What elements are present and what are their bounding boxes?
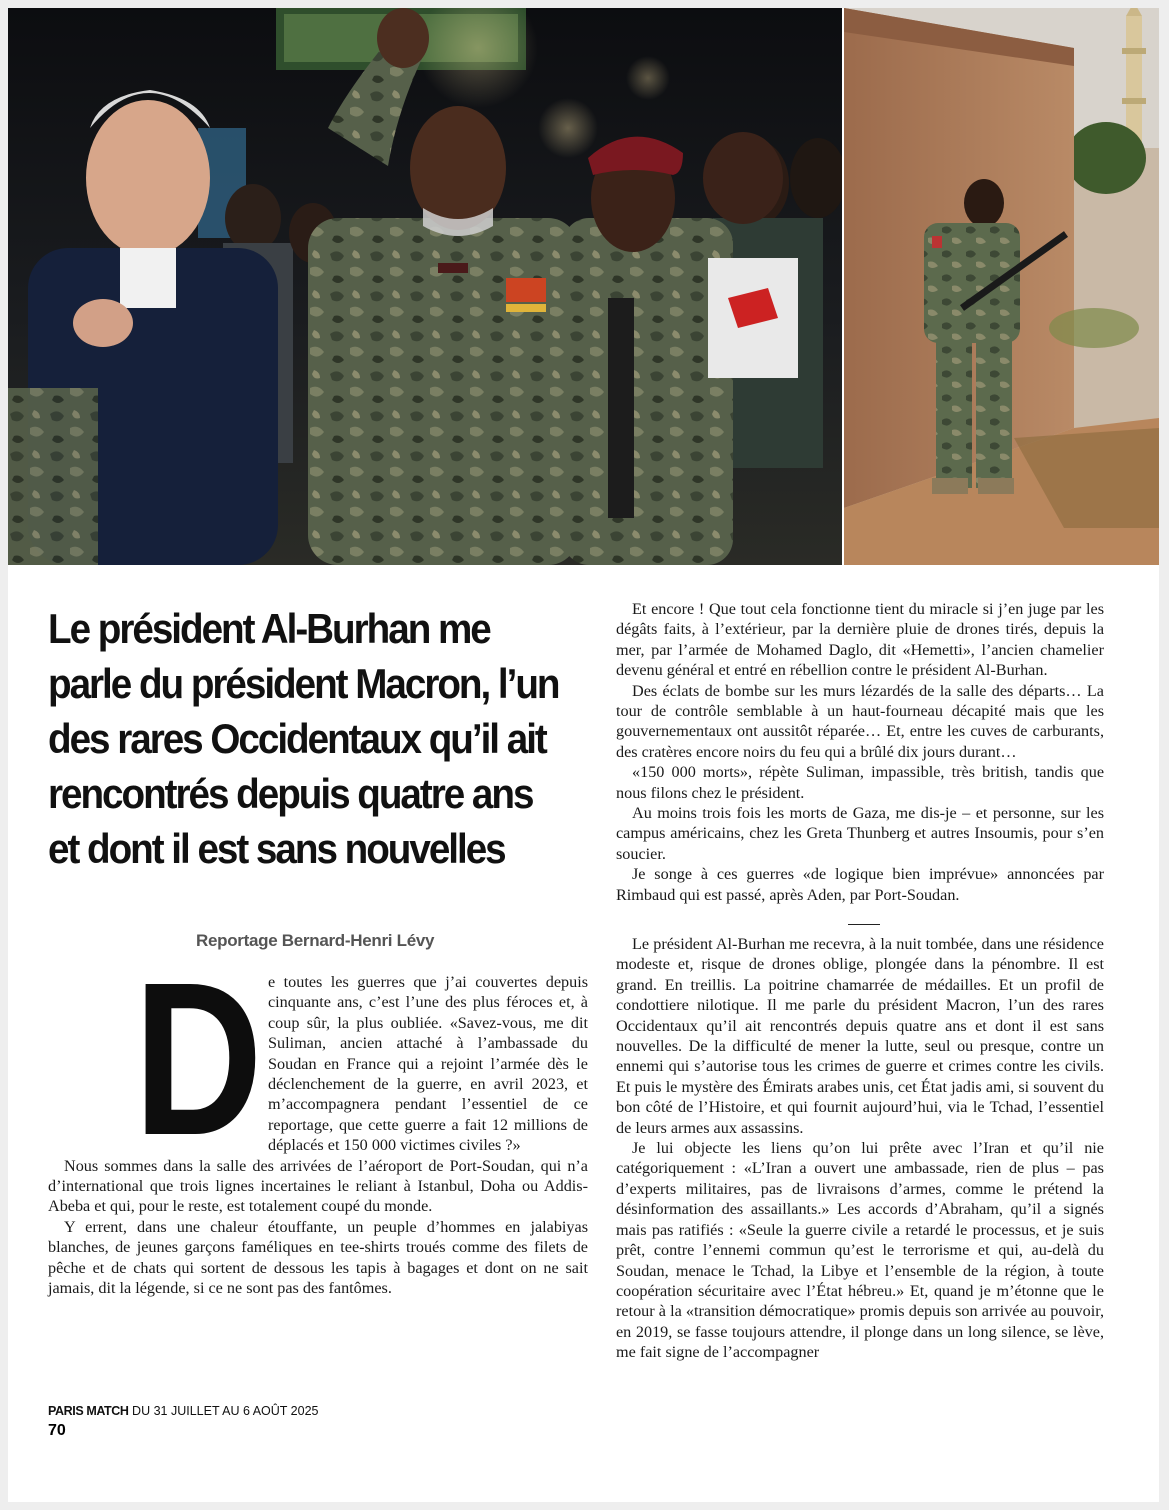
paragraph: Le président Al-Burhan me recevra, à la nuit tombée, dans une résidence modeste et, risque de drones oblige, plongée dans la pénombre. Il est grand. En treillis. La poitrine chamarrée de médailles. Et un profil de condottiere nilotique. Il me parle du président Macron, l’un des rares Occidentaux qu’il ait rencontrés depuis quatre ans et dont il est sans nouvelles. De la difficulté de mener la lutte, seul ou presque, contre un ennemi qui s’autorise tous les crimes de guerre et crimes contre les civils. Et puis le mystère des Émirats arabes unis, cet État jadis ami, si souvent du bon côté de l’Histoire, et qui fournit aujourd’hui, via le Tchad, l’essentiel de leurs armes aux assassins. bbox=[616, 935, 1104, 1137]
section-divider bbox=[848, 924, 880, 925]
paragraph: Je lui objecte les liens qu’on lui prête avec l’Iran et qu’il nie catégoriquement : «L’Iran a ouvert une ambassade, rien de plus – pas d’experts militaires, pas de livraisons d’armes, comme le prétend la désinformation des assaillants.» Les accords d’Abraham, qu’il a signés mais pas ratifiés : «Seule la guerre civile a retardé le processus, et je suis prêt, contre l’ennemi commun qu’est le terrorisme et qui, au-delà du Soudan, menace le Tchad, la Libye et l’ensemble de la région, à toute coopération sécuritaire avec l’État hébreu.» Et, quand je m’étonne que le retour à la «transition démocratique» promis depuis son arrivée au pouvoir, en 2019, se fasse toujours attendre, il plonge dans un long silence, se lève, me fait signe de l’accompagner bbox=[616, 1139, 1104, 1362]
article-column-right-top bbox=[616, 599, 1104, 905]
publication-name: PARIS MATCH bbox=[48, 1404, 129, 1418]
photo-main-image bbox=[8, 8, 842, 565]
article-column-right-bottom bbox=[616, 934, 1104, 1363]
issue-dates: DU 31 JUILLET AU 6 AOÛT 2025 bbox=[132, 1404, 319, 1418]
paragraph: Et encore ! Que tout cela fonctionne tient du miracle si j’en juge par les dégâts faits, à l’extérieur, par la dernière pluie de drones tirés, depuis la mer, par l’armée de Mohamed Daglo, dit «Hemetti», l’ancien chamelier devenu général et entré en rébellion contre le président Al-Burhan. bbox=[616, 600, 1104, 680]
article-headline: Le président Al-Burhan me parle du président Macron, l’un des rares Occidentaux qu’il ait rencontrés depuis quatre ans et dont il est sans nouvelles bbox=[48, 605, 559, 872]
magazine-page bbox=[8, 8, 1159, 1502]
photo-side bbox=[844, 8, 1159, 565]
paragraph: Des éclats de bombe sur les murs lézardés de la salle des départs… La tour de contrôle semblable à un haut-fourneau décapité mais que les gouvernementaux ont aussitôt réparée… Et, entre les cuves de carburants, des cratères encore noirs du feu qui a brûlé dix jours durant… bbox=[616, 681, 1104, 761]
paragraph: Je songe à ces guerres «de logique bien imprévue» annoncées par Rimbaud qui est passé, après Aden, par Port-Soudan. bbox=[616, 865, 1104, 904]
paragraph: Au moins trois fois les morts de Gaza, me dis-je – et personne, sur les campus américains, chez les Greta Thunberg et autres Insoumis, pour s’en soucier. bbox=[616, 804, 1104, 863]
paragraph: Y errent, dans une chaleur étouffante, un peuple d’hommes en jalabiyas blanches, de jeunes garçons faméliques en tee-shirts troués comme des filets de pêche et de chats qui sortent de dessous les tapis à bagages et dont on ne sait jamais, dit la légende, si ce ne sont pas des fantômes. bbox=[48, 1217, 588, 1298]
photo-main bbox=[8, 8, 842, 565]
article-byline: Reportage Bernard-Henri Lévy bbox=[196, 931, 435, 950]
paragraph: e toutes les guerres que j’ai couvertes depuis cinquante ans, c’est l’une des plus féroces et, à coup sûr, la plus oubliée. «Savez-vous, me dit Suliman, ancien attaché à l’ambassade du Soudan en France qui a rejoint l’armée dès le déclenchement de la guerre, en avril 2023, et m’accompagnera pendant l’essentiel de ce reportage, que cette guerre a fait 12 millions de déplacés et 150 000 victimes civiles ?» bbox=[268, 973, 588, 1155]
paragraph: «150 000 morts», répète Suliman, impassible, très british, tandis que nous filons chez le président. bbox=[616, 763, 1104, 802]
page-footer bbox=[48, 1404, 319, 1440]
paragraph: Nous sommes dans la salle des arrivées de l’aéroport de Port-Soudan, qui n’a d’international que trois lignes incertaines le reliant à Istanbul, Doha ou Addis-Abeba et qui, pour le reste, est totalement coupé du monde. bbox=[48, 1156, 588, 1216]
page-number: 70 bbox=[48, 1422, 66, 1439]
drop-cap: D bbox=[133, 938, 263, 1181]
photo-side-image bbox=[844, 8, 1159, 565]
